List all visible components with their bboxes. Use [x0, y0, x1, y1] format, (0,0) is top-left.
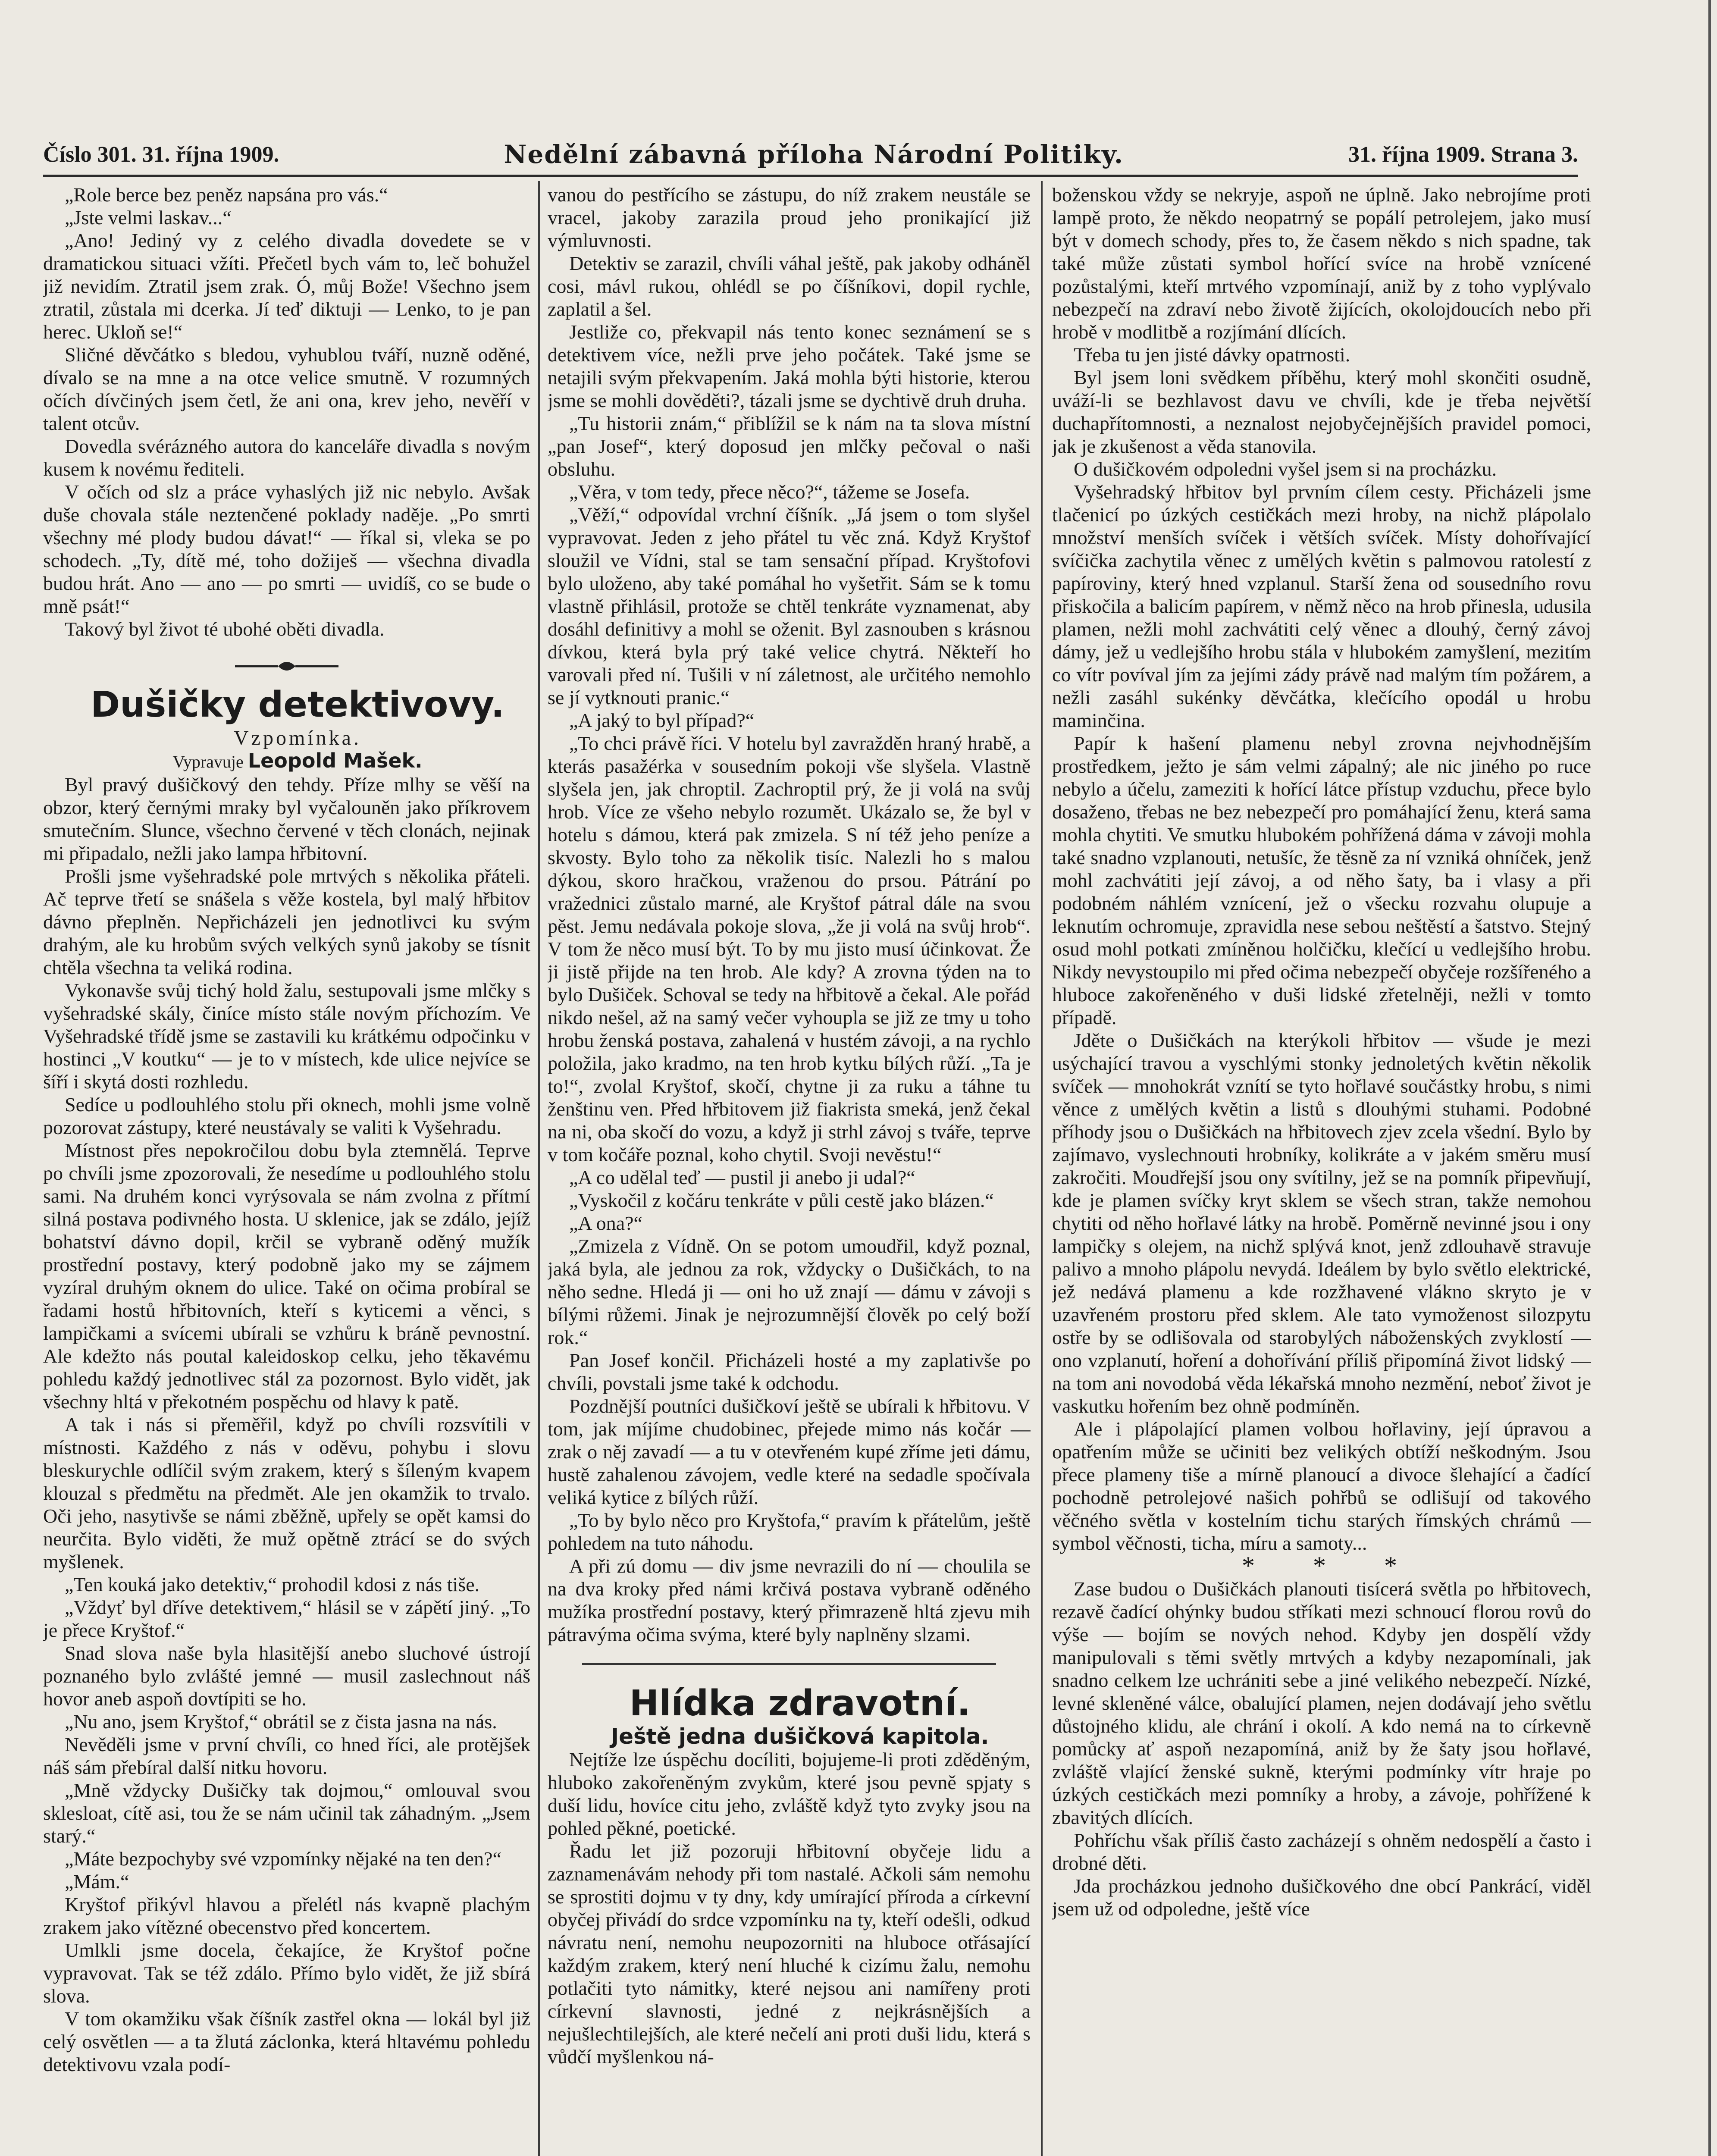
paragraph: „Ten kouká jako detektiv,“ prohodil kdosi z nás tiše. [65, 1573, 480, 1595]
paragraph: Takový byl život té ubohé oběti divadla. [65, 618, 385, 640]
column-3 [1052, 183, 1591, 2156]
paragraph: Řadu let již pozoruji hřbitovní obyčeje lidu a zaznamenávám nehody při tom nastalé. Ačkoli sám nemohu se sprostiti dojmu v ty dny, kdy umírající příroda a církevní obyčej přivádí do srdce vzpomínku na ty, kteří odešli, odkud návratu není, nemohu neupozorniti na hluboce otřásající každým zrakem, který není hluché k cizímu žalu, nemohu potlačiti tyto námitky, které nejsou ani namířeny proti církevní slavnosti, jedné z nejkrásnějších a nejušlechtilejších, ale které nečelí ani proti duši lidu, která s vůdčí myšlenkou ná- [548, 1840, 1031, 2068]
page-edge [1708, 0, 1711, 2156]
paragraph: „Role berce bez peněz napsána pro vás.“ [65, 184, 388, 206]
section-separator [582, 1663, 996, 1665]
paragraph: „A jaký to byl případ?“ [569, 709, 755, 731]
paragraph: Pan Josef končil. Přicházeli hosté a my zaplativše po chvíli, povstali jsme také k odchodu. [548, 1349, 1031, 1394]
paragraph: „Věží,“ odpovídal vrchní číšník. „Já jsem o tom slyšel vypravovat. Jeden z jeho přátel tu věc zná. Když Kryštof sloužil ve Vídni, stal se tam sensační případ. Kryštofovi bylo uloženo, aby také pomáhal ho vyšetřit. Sám se k tomu vlastně přihlásil, protože se chtěl tenkráte vyznamenat, aby dosáhl definitivy a mohl se oženit. Byl zasnouben s krásnou dívkou, která byla prý také velice chytrá. Někteří ho varovali před ní. Tušili v ní záletnost, ale určitého nemohlo se jí vytknouti pranic.“ [548, 504, 1031, 708]
paragraph: Vyšehradský hřbitov byl prvním cílem cesty. Přicházeli jsme tlačenicí po úzkých cestičkách mezi hroby, na nichž plápolalo množství menších svíček i větších svíček. Místy dohořívající svíčička zachytila věnec z umělých květin s palmovou ratolestí z papíroviny, který hned vzplanul. Starší žena od sousedního rovu přiskočila a balicím papírem, v němž něco na hrob přinesla, udusila plamen, nežli mohl zachvátiti celý věnec a dlouhý, černý závoj dámy, jež u vedlejšího hrobu stála v hlubokém zamyšlení, mezitím co vítr povíval jím za jejími zády právě nad malým tím požárem, a nežli zasáhl sukénky děvčátka, klečícího opodál u hrobu maminčina. [1052, 481, 1591, 731]
paragraph: Nevěděli jsme v první chvíli, co hned říci, ale protějšek náš sám přebíral další nitku hovoru. [43, 1733, 530, 1778]
paragraph: „Vždyť byl dříve detektivem,“ hlásil se v zápětí jiný. „To je přece Kryštof.“ [43, 1596, 530, 1641]
paragraph: Umlkli jsme docela, čekajíce, že Kryštof počne vypravovat. Tak se též zdálo. Přímo bylo vidět, že již sbírá slova. [43, 1939, 530, 2007]
paragraph: O dušičkovém odpoledni vyšel jsem si na procházku. [1074, 458, 1497, 480]
column-divider [1041, 181, 1043, 2156]
paragraph: A při zú domu — div jsme nevrazili do ní — choulila se na dva kroky před námi krčivá postava vybraně oděného mužíka prostřední postavy, který přimrazeně hltá zjevu mih pátravýma očima svýma, které byly naplněny slzami. [548, 1555, 1031, 1645]
paragraph: V tom okamžiku však číšník zastřel okna — lokál byl již celý osvětlen — a ta žlutá záclonka, která hltavému pohledu detektivovu vzala podí- [43, 2008, 530, 2075]
paragraph: Kryštof přikývl hlavou a přelétl nás kvapně plachým zrakem jako vítězné obecenstvo před koncertem. [43, 1893, 530, 1938]
paragraph: „Mně vždycky Dušičky tak dojmou,“ omlouval svou sklesloat, cítě asi, tou že se nám učinil tak záhadným. „Jsem starý.“ [43, 1779, 530, 1847]
paragraph: Pohříchu však příliš často zacházejí s ohněm nedospělí a často i drobné děti. [1052, 1829, 1591, 1874]
paragraph: Třeba tu jen jisté dávky opatrnosti. [1074, 344, 1350, 366]
paragraph: Vykonavše svůj tichý hold žalu, sestupovali jsme mlčky s vyšehradské skály, činíce místo stále novým příchozím. Ve Vyšehradské třídě jsme se zastavili ku krátkému odpočinku v hostinci „V koutku“ — je to v místech, kde ulice nejvíce se šíří i skytá dosti rozhledu. [43, 979, 530, 1093]
section-title: Hlídka zdravotní. [629, 1683, 971, 1724]
paragraph: „A co udělal teď — pustil ji anebo ji udal?“ [569, 1166, 915, 1188]
paragraph: Sličné děvčátko s bledou, vyhublou tváří, nuzně oděné, dívalo se na mne a na otce velice smutně. V rozumných očích dívčiných jsem četl, že ani ona, krev jeho, nevěří v talent otcův. [43, 344, 530, 434]
article-subtitle: Vzpomínka. [234, 727, 361, 749]
paragraph: vanou do pestřícího se zástupu, do níž zrakem neustále se vracel, jakoby zarazila proud jeho pronikající již výmluvnosti. [548, 184, 1031, 251]
paragraph: „Jste velmi laskav...“ [65, 207, 232, 229]
byline-author: Leopold Mašek. [248, 749, 423, 772]
paragraph: „Máte bezpochyby své vzpomínky nějaké na ten den?“ [65, 1848, 501, 1870]
byline-prefix: Vypravuje [172, 752, 244, 771]
paragraph: V očích od slz a práce vyhaslých již nic nebylo. Avšak duše chovala stále neztenčené poklady naděje. „Po smrti všechny mé plody budou dávat!“ — říkal si, vleka se po schodech. „Ty, dítě mé, toho dožiješ — všechna divadla budou hrát. Ano — ano — po smrti — uvidíš, co se bude o mně psát!“ [43, 481, 530, 617]
paragraph: Sedíce u podlouhlého stolu při oknech, mohli jsme volně pozorovat zástupy, které neustávaly se valiti k Vyšehradu. [43, 1094, 530, 1138]
paragraph: „Vyskočil z kočáru tenkráte v půli cestě jako blázen.“ [569, 1189, 994, 1211]
paragraph: „Ano! Jediný vy z celého divadla dovedete se v dramatickou situaci vžíti. Přečetl bych vám to, leč bohužel již nevidím. Ztratil jsem zrak. Ó, můj Bože! Všechno jsem ztratil, zůstala mi dcerka. Jí teď diktuji — Lenko, to je pan herec. Ukloň se!“ [43, 229, 530, 343]
paragraph: „Mám.“ [65, 1871, 129, 1893]
paragraph: „Věra, v tom tedy, přece něco?“, tážeme se Josefa. [569, 481, 970, 503]
paragraph: Místnost přes nepokročilou dobu byla ztemnělá. Teprve po chvíli jsme zpozorovali, že nesedíme u podlouhlého stolu sami. Na druhém konci vyrýsovala se nám zvolna z přítmí silná postava podivného hosta. U sklenice, jak se zdálo, jejíž bohatství dávno dopil, krčil se vybraně oděný mužík prostřední postavy, který podobně jako my se zájmem vyzíral druhým oknem do ulice. Také on očima probíral se řadami hostů hřbitovních, kteří s kyticemi a věnci, s lampičkami a svícemi ubírali se vzhůru k bráně pevnostní. Ale kdežto nás poutal kaleidoskop celku, jeho těkavému pohledu každý jednotlivec stál za pozornost. Bylo vidět, jak všechny hltá v překotném pospěchu od hlavy k patě. [43, 1139, 530, 1413]
paragraph: Byl jsem loni svědkem příběhu, který mohl skončiti osudně, uváží-li se bezhlavost davu ve chvíli, kde je třeba největší duchapřítomnosti, a neznalost nejobyčejnějších pravidel pomoci, jak je zkušenost a věda stanovila. [1052, 367, 1591, 457]
paragraph: Ale i plápolající plamen volbou hořlaviny, její úpravou a opatřením může se učiniti bez velikých obtíží neškodným. Jsou přece plameny tiše a mírně planoucí a divoce šlehající a čadící pochodně petrolejové našich pohřbů se odlišují od takového věčného světla v kostelním tichu starých římských chrámů — symbol věčnosti, ticha, míru a samoty... [1052, 1418, 1591, 1554]
section-stars: * * * [1242, 1551, 1423, 1580]
paragraph: „Nu ano, jsem Kryštof,“ obrátil se z čista jasna na nás. [65, 1711, 497, 1733]
header-rule [43, 175, 1578, 177]
paragraph: Pozdnější poutníci dušičkoví ještě se ubírali k hřbitovu. V tom, jak míjíme chudobinec, přejede mimo nás kočár — zrak o něj zavadí — a tu v otevřeném kupé zříme jeti dámu, hustě zahalenou závojem, vedle které na sedadle spočívala veliká kytice z bílých růží. [548, 1395, 1031, 1508]
paragraph: „To by bylo něco pro Kryštofa,“ pravím k přátelům, ještě pohledem na tuto náhodu. [548, 1509, 1031, 1554]
paragraph: „Zmizela z Vídně. On se potom umoudřil, když poznal, jaká byla, ale jednou za rok, vždycky o Dušičkách, to na něho sedne. Hledá ji — oni ho už znají — dámu v závoji s bílými růžemi. Jinak je nejrozumnější člověk po celý boží rok.“ [548, 1235, 1031, 1348]
paragraph: Jestliže co, překvapil nás tento konec seznámení se s detektivem více, nežli prve jeho počátek. Také jsme se netajili svým překvapením. Jaká mohla býti historie, kterou jsme se mohli dověděti?, tázali jsme se dychtivě druh druha. [548, 321, 1031, 411]
issue-number-date: Číslo 301. 31. října 1909. [43, 142, 279, 167]
paragraph: boženskou vždy se nekryje, aspoň ne úplně. Jako nebrojíme proti lampě proto, že někdo neopatrný se popálí petrolejem, jako musí být v domech schody, přes to, že časem někdo s nich spadne, tak také může zůstati symbol hořící svíce na hrobě vznícené pozůstalými, kteří mrtvého vzpomínají, aniž by z toho vyplývalo nebezpečí na zdraví nebo životě žijících, okolojdoucích nebo při hrobě v modlitbě a rozjímání dlících. [1052, 184, 1591, 343]
paragraph: „Tu historii znám,“ přiblížil se k nám na ta slova místní „pan Josef“, který doposud jen mlčky pečoval o naši obsluhu. [548, 412, 1031, 480]
paragraph: Prošli jsme vyšehradské pole mrtvých s několika přáteli. Ač teprve třetí se snášela s věže kostela, byl malý hřbitov dávno přeplněn. Nepřicházeli jen jednotlivci ku svým drahým, ale ku hrobům svých velkých synů jakoby se tísnit chtěla všechna ta veliká rodina. [43, 865, 530, 978]
paragraph: A tak i nás si přeměřil, když po chvíli rozsvítili v místnosti. Každého z nás v oděvu, pohybu i slovu bleskurychle odlíčil svým zrakem, který s šíleným kvapem klouzal s předmětu na předmět. Ale jen okamžik to trvalo. Oči jeho, nasytivše se námi zběžně, upřely se opět kamsi do neurčita. Bylo viděti, že muž opětně ztrácí se do svých myšlenek. [43, 1413, 530, 1573]
section-ornament [231, 658, 343, 675]
paragraph: Zase budou o Dušičkách planouti tisícerá světla po hřbitovech, rezavě čadící ohýnky budou stříkati mezi schnoucí florou rovů do výše — bojím se nových nehod. Kdyby jen dospělí vždy manipulovali s těmi světly mrtvých a kdyby nezapomínali, jak snadno celkem lze uchrániti sebe a jiné velikého nebezpečí. Nízké, levné skleněné válce, obalující plamen, nejen dodávají jeho světlu důstojného klidu, ale chrání i okolí. A kdo nemá na to církevně pomůcky ať aspoň nezapomíná, aniž by že šaty jsou hořlavé, zvláště vlající ženské sukně, kterými podmínky vítr hraje po úzkých cestičkách mezi pomníky a hroby, a závoje, pohřížené k zbavitých dlících. [1052, 1578, 1591, 1828]
paragraph: „A ona?“ [569, 1212, 642, 1234]
article-byline [43, 749, 530, 773]
section-kicker: Ještě jedna dušičková kapitola. [611, 1724, 989, 1749]
page-number-date: 31. října 1909. Strana 3. [1348, 142, 1578, 167]
paragraph: Jda procházkou jednoho dušičkového dne obcí Pankrácí, viděl jsem už od odpoledne, ještě více [1052, 1875, 1591, 1920]
column-2 [548, 183, 1031, 2156]
page-header [43, 137, 1578, 172]
paragraph: Dovedla svérázného autora do kanceláře divadla s novým kusem k novému řediteli. [43, 435, 530, 480]
paragraph: „To chci právě říci. V hotelu byl zavražděn hraný hrabě, a kterás pasažérka v sousedním pokoji vše slyšela. Vlastně slyšela jen, jak chroptil. Zachroptil prý, že ji volá na svůj hrob. Více ze všeho nebylo rozumět. Ukázalo se, že byl v hotelu s dámou, která pak zmizela. S ní též jeho peníze a skvosty. Bylo toho za několik tisíc. Nalezli ho s malou dýkou, skoro hračkou, vraženou do prsou. Pátrání po vražednici zůstalo marné, ale Kryštof pátral dále na svou pěst. Jemu nedávala pokoje slova, „že ji volá na svůj hrob“. V tom že něco musí být. To by mu jisto musí účinkovat. Že ji jistě přijde na ten hrob. Ale kdy? A zrovna týden na to bylo Dušiček. Schoval se tedy na hřbitově a čekal. Ale pořád nikdo nešel, až na samý večer vyhoupla se již ze tmy u toho hrobu ženská postava, zahalená v hustém závoji, a na rychlo položila, jako kradmo, na ten hrob kytku bílých růží. „Ta je to!“, zvolal Kryštof, skočí, chytne ji za ruku a táhne tu ženštinu ven. Před hřbitovem již fiakrista smeká, jenž čekal na ni, oba skočí do vozu, a když ji strhl závoj s tváře, teprve v tom kočáře poznal, koho chytil. Svoji nevěstu!“ [548, 732, 1031, 1166]
article-title: Dušičky detektivovy. [91, 684, 504, 725]
paragraph: Papír k hašení plamenu nebyl zrovna nejvhodnějším prostředkem, ježto je sám velmi zápalný; ale nic jiného po ruce nebylo a účelu, zameziti k hořící látce přístup vzduchu, přece bylo dosaženo, třebas ne bez nebezpečí pro pomáhající ženu, která sama mohla chytiti. Ve smutku hlubokém pohřížená dáma v závoji mohla také snadno vzplanouti, netušíc, že těsně za ní vzniká ohníček, jenž mohl zachvátiti její závoj, a od něho šaty, ba i vlasy a při podobném náhlém vznícení, jež o všecku rozvahu olupuje a leknutím ochromuje, zpravidla nese sebou neštěstí a šatstvo. Stejný osud mohl potkati zmíněnou holčičku, klečící u vedlejšího hrobu. Nikdy nevystoupilo mi před očima nebezpečí obyčeje rozšířeného a hluboce zakořeněného v duši lidské zřetelněji, nežli v tomto případě. [1052, 732, 1591, 1028]
paragraph: Snad slova naše byla hlasitější anebo sluchové ústrojí poznaného bylo zvlášté jemné — musil zaslechnout náš hovor aneb aspoň dovtípiti se ho. [43, 1642, 530, 1710]
column-1 [43, 183, 530, 2156]
paragraph: Nejtíže lze úspěchu docíliti, bojujeme-li proti zděděným, hluboko zakořeněným zvykům, které jsou pevně spjaty s duší lidu, hovíce citu jeho, zvláště když tyto zvyky jsou na pohled pěkné, poetické. [548, 1749, 1031, 1839]
paragraph: Byl pravý dušičkový den tehdy. Příze mlhy se věší na obzor, který černými mraky byl vyčalouněn jako příkrovem smutečním. Slunce, všechno červené v těch clonách, nejinak mi připadalo, nežli jako lampa hřbitovní. [43, 774, 530, 864]
publication-title: Nedělní zábavná příloha Národní Politiky. [504, 140, 1124, 169]
column-divider [538, 181, 540, 2156]
paragraph: Jděte o Dušičkách na kterýkoli hřbitov — všude je mezi usýchající travou a vyschlými stonky jednoletých květin několik svíček — mnohokrát vznítí se tyto hořlavé součástky hrobu, s nimi věnce z umělých květin a listů s dlouhými stuhami. Podobné příhody jsou o Dušičkách na hřbitovech zjev zcela všední. Bylo by zajímavo, vyslechnouti hrobníky, kolikráte a v jakém směru musí zakročiti. Moudřejší jsou ony svítilny, jež se na pomník připevňují, kde je plamen svíčky kryt sklem se všech stran, takže nemohou chytiti od něho hořlavé látky na hrobě. Poměrně nevinné jsou i ony lampičky s olejem, na nichž splývá knot, jenž zdlouhavě stravuje palivo a mnoho plápolu nevydá. Ideálem by bylo světlo elektrické, jež nedává plamenu a kde rozžhavené vlákno skryto je v uzavřeném prostoru před sklem. Ale tato vymoženost silozpytu ostře by se odlišovala od starobylých náboženských zvyklostí — ono vzplanutí, hoření a dohořívání příliš připomíná život lidský — na tom ani novodobá věda lékařská mnoho nezmění, neboť život je vaskutku hořením bez ohně podmíněn. [1052, 1029, 1591, 1417]
paragraph: Detektiv se zarazil, chvíli váhal ještě, pak jakoby odháněl cosi, mávl rukou, ohlédl se po číšníkovi, dopil rychle, zaplatil a šel. [548, 252, 1031, 320]
